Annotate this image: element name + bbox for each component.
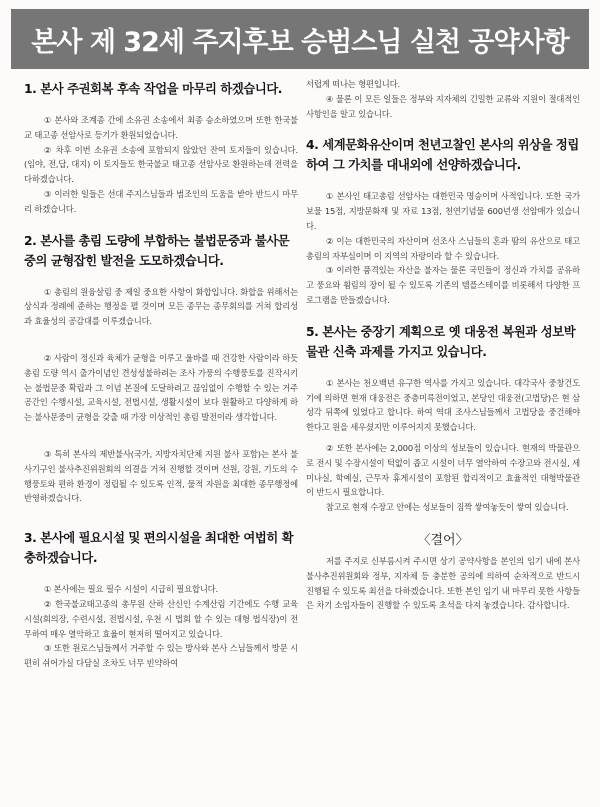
section-5-note: 참고로 현재 수장고 안에는 성보들이 짐짝 쌓여놓듯이 쌓여 있습니다. <box>325 502 569 513</box>
section-3-item-2: ② 한국불교태고종의 총무원 산하 산신인 수계산림 기간에도 수행 교육시설(회의장, 수련시설, 전법시설, 우천 시 법회 할 수 있는 대형 법식장)이 전무하여 매우 열악하고 효율이 현저히 떨어지고 있습니다. <box>24 598 298 639</box>
section-4-heading: 4. 세계문화유산이며 천년고찰인 본사의 위상을 정립하여 그 가치를 대내외에 선양하겠습니다. <box>306 138 579 173</box>
section-3-item-4: ④ 물론 이 모든 일들은 정부와 지자체의 긴밀한 교류와 지원이 절대적인 사항인을 알고 있습니다. <box>306 93 580 119</box>
left-column <box>24 79 298 671</box>
section-1-item-1: ① 본사와 조계종 간에 소유권 소송에서 최종 승소하였으며 또한 한국불교 태고종 선암사로 등기가 환원되었습니다. <box>24 115 298 140</box>
section-3-item-1: ① 본사에는 필요 필수 시설이 시급히 필요합니다. <box>43 584 219 595</box>
section-4-item-3: ③ 이러한 품격있는 자산을 불자는 물론 국민들이 정신과 가치를 공유하고 풍요와 휨림의 장이 될 수 있도록 기존의 템플스테이를 비롯해서 다양한 프로그램을 만들겠습니다. <box>306 265 580 305</box>
section-3-item-3: ③ 또한 원로스님들께서 거주할 수 있는 방사와 본사 스님들께서 방문 시 편히 쉬어가실 다담실 조차도 너무 빈약하여 <box>24 643 298 669</box>
section-5-item-2: ② 또한 본사에는 2,000점 이상의 성보들이 있습니다. 현재의 박물관으로 전시 및 수장시설이 턱없이 좁고 시설이 너무 열악하여 수장고와 전시실, 세미나실, 학예실, 근무자 휴게시설이 포함된 합리적이고 효율적인 대형박물관이 반드시 필요합니다. <box>306 442 580 498</box>
section-2-item-3: ③ 특히 본사의 제반불사(국가, 지방자치단체 지원 불사 포함)는 본사 불사기구인 불사추진위원회의 의결을 거쳐 진행할 것이며 선원, 강원, 기도의 수행풍토와 편하 환경이 정립될 수 있도록 인적, 물적 자원을 최대한 종무행정에 반영하겠습니다. <box>24 448 298 504</box>
section-1-item-2: ② 차후 이번 소유권 소송에 포함되지 않았던 잔여 토지들이 있습니다. (임야, 전,답, 대지) 이 토지들도 한국불교 태고종 선암사로 환원하는데 전력을 다하겠습니다. <box>24 144 298 185</box>
section-3-heading: 3. 본사에 필요시설 및 편의시설을 최대한 여법히 확충하겠습니다. <box>24 531 294 566</box>
section-1-heading: 1. 본사 주권회복 후속 작업을 마무리 하겠습니다. <box>24 82 283 96</box>
section-5-item-1: ① 본사는 천오백년 유구한 역사를 가지고 있습니다. 대각국사 중창건도기에 의하면 현재 대웅전은 중층미륵전이었고, 본당인 대웅전(고법당)은 현 삼성각 뒤쪽에 있었다고 합니다. 하여 역대 조사스님들께서 고법당을 중건해야 한다고 원을 세우셨지만 이루어지지 못했습니다. <box>306 377 580 433</box>
section-2-item-2: ② 사람이 정신과 육체가 균형을 이루고 울바를 때 건강한 사람이라 하듯 총림 도량 역시 출가이념인 견성성불하려는 조사 가풍의 수행풍토를 진작시키는 불법문중 확립과 그 이념 본질에 도달하려고 끊임없이 수행할 수 있는 거주공간인 수행시설, 교육시설, 전법시설, 생활시설이 보다 원활하고 다양하게 하는 불사문중이 균형을 갖출 때 가장 이상적인 총림 발전이라 생각합니다. <box>24 352 298 423</box>
conclusion-text: 저를 주지로 신부름시켜 주시면 상기 공약사항을 본인의 임기 내에 본사 불사추진위원회와 정부, 지자체 등 충분한 공의에 의하여 순차적으로 반드시 진행될 수 있도록 최선을 다하겠습니다. 또한 본인 임기 내 마무리 못한 사항들은 차기 소임자들이 진행할 수 있도록 초석을 다져 놓겠습니다. 감사합니다. <box>306 555 580 611</box>
document-title: 본사 제 32세 주지후보 승범스님 실천 공약사항 <box>31 26 569 58</box>
section-2-heading: 2. 본사를 총림 도량에 부합하는 불법문중과 불사문중의 균형잡힌 발전을 도모하겠습니다. <box>24 233 290 268</box>
section-1-item-3: ③ 이러한 일들은 선대 주지스님들과 범조인의 도움을 받아 반드시 마무리 하겠습니다. <box>24 188 298 214</box>
section-3-item-3-continued: 서럽게 떠나는 형편입니다. <box>306 79 400 89</box>
section-2-item-1: ① 총림의 원융살림 중 제일 중요한 사항이 화합입니다. 화합을 위해서는 상식과 정례에 준하는 행정을 펼 것이며 모든 종무는 종무회의를 거쳐 합리성과 효율성의 공감대를 이루겠습니다. <box>24 286 298 327</box>
section-4-item-1: ① 본사인 태고총림 선암사는 대한민국 명승이며 사적입니다. 또한 국가보물 15점, 지방문화재 및 자료 13점, 천연기념물 600년생 선암매가 있습니다. <box>306 191 580 231</box>
right-column <box>306 77 580 613</box>
section-5-heading: 5. 본사는 중장기 계획으로 옛 대웅전 복원과 성보박물관 신축 과제를 가지고 있습니다. <box>306 324 576 359</box>
section-4-item-2: ② 이는 대한민국의 자산이며 선조사 스님들의 혼과 땀의 유산으로 태고총림의 자부심이며 이 지역의 자랑이라 할 수 있습니다. <box>306 235 580 261</box>
conclusion-title: 〈결어〉 <box>417 532 469 548</box>
document-title-banner <box>11 9 589 69</box>
